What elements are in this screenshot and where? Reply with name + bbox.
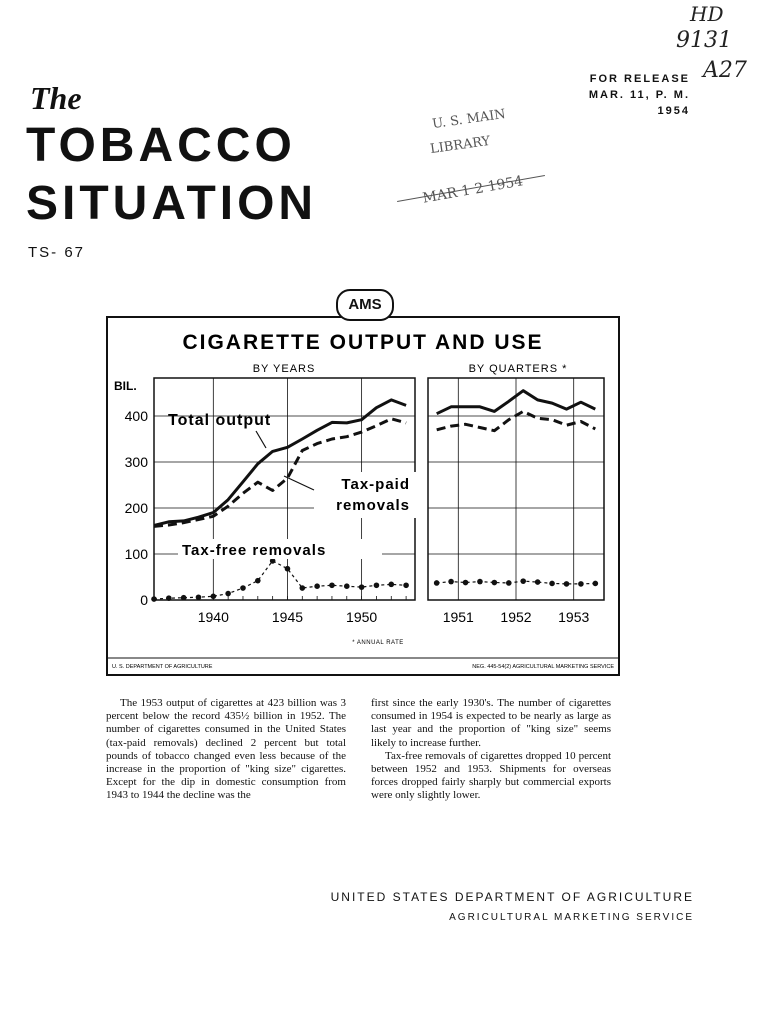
x-tick-label-years: 1950 <box>346 609 378 625</box>
point-tax-free-quarters <box>549 581 555 587</box>
point-tax-free-quarters <box>477 579 483 585</box>
point-tax-free-years <box>151 596 157 602</box>
point-tax-free-years <box>166 595 172 601</box>
chart <box>108 318 618 674</box>
handwritten-call-number-line2: 9131 <box>676 28 732 53</box>
chart-title: CIGARETTE OUTPUT AND USE <box>182 331 544 354</box>
panel-label-quarters: BY QUARTERS * <box>468 363 568 375</box>
chart-frame <box>106 316 620 676</box>
point-tax-free-years <box>374 582 380 588</box>
body-column-2 <box>371 697 611 803</box>
point-tax-free-quarters <box>520 578 526 584</box>
y-tick-label: 100 <box>124 546 148 562</box>
panel-label-years: BY YEARS <box>252 363 316 375</box>
chart-source-right: NEG. 445-54(2) AGRICULTURAL MARKETING SERVICE <box>472 664 614 670</box>
chart-source-left: U. S. DEPARTMENT OF AGRICULTURE <box>112 664 213 670</box>
point-tax-free-years <box>314 583 320 589</box>
point-tax-free-years <box>359 584 365 590</box>
y-tick-label: 0 <box>140 592 148 608</box>
annotation-arrow-total <box>256 431 266 448</box>
release-year: 1954 <box>657 105 690 117</box>
point-tax-free-quarters <box>578 581 584 587</box>
point-tax-free-years <box>285 566 291 572</box>
body-col2-paragraph-2: Tax-free removals of cigarettes dropped 10 percent between 1952 and 1953. Shipments for overseas forces dropped fairly sharply but commercial exports were only slightly lower. <box>371 749 611 802</box>
point-tax-free-years <box>181 595 187 601</box>
point-tax-free-years <box>329 582 335 588</box>
point-tax-free-quarters <box>434 580 440 586</box>
title-situation: SITUATION <box>26 177 318 230</box>
annotation-tax-paid-line2: removals <box>336 497 410 514</box>
library-stamp-line1: U. S. MAIN <box>431 106 507 133</box>
y-tick-label: 300 <box>124 454 148 470</box>
point-tax-free-years <box>388 582 394 588</box>
point-tax-free-years <box>225 591 231 597</box>
footer-department: UNITED STATES DEPARTMENT OF AGRICULTURE <box>330 890 694 904</box>
series-tax-free-removals-years <box>154 561 406 599</box>
point-tax-free-quarters <box>492 580 498 586</box>
footer-service: AGRICULTURAL MARKETING SERVICE <box>449 912 694 923</box>
chart-footnote: * ANNUAL RATE <box>352 640 404 646</box>
point-tax-free-quarters <box>564 581 570 587</box>
release-date: MAR. 11, P. M. <box>588 89 690 101</box>
annotation-arrow-taxpaid <box>284 476 314 490</box>
annotation-tax-paid-line1: Tax-paid <box>341 476 410 493</box>
y-axis-label: BIL. <box>114 379 137 393</box>
point-tax-free-quarters <box>535 579 541 585</box>
release-label: FOR RELEASE <box>589 73 690 85</box>
library-stamp-date: MAR 1 2 1954 <box>421 173 525 207</box>
handwritten-call-number-line1: HD <box>690 2 724 26</box>
x-tick-label-quarters: 1953 <box>558 609 590 625</box>
point-tax-free-years <box>240 585 246 591</box>
body-column-1 <box>106 697 346 803</box>
x-tick-label-quarters: 1951 <box>442 609 474 625</box>
x-tick-label-years: 1945 <box>271 609 304 625</box>
point-tax-free-years <box>299 585 305 591</box>
title-tobacco: TOBACCO <box>26 119 296 172</box>
point-tax-free-quarters <box>463 580 469 586</box>
body-col1-paragraph: The 1953 output of cigarettes at 423 billion was 3 percent below the record 435½ billion in 1952. The number of cigarettes consumed in the United States (tax-paid removals) declined 2 percent but total pounds of tobacco changed even less because of the increase in the proportion of "king size" cigarettes. Except for the dip in domestic consumption from 1943 to 1944 the decline was the <box>106 697 346 802</box>
library-stamp-line2: LIBRARY <box>429 133 492 158</box>
ams-badge: AMS <box>336 289 394 321</box>
point-tax-free-quarters <box>506 580 512 586</box>
report-number: TS- 67 <box>28 244 86 261</box>
point-tax-free-quarters <box>593 581 599 587</box>
y-tick-label: 400 <box>124 408 148 424</box>
x-tick-label-years: 1940 <box>197 609 229 625</box>
point-tax-free-years <box>211 594 217 600</box>
point-tax-free-years <box>255 578 261 584</box>
body-col2-paragraph-1: first since the early 1930's. The number of cigarettes consumed in 1954 is expected to be nearly as large as last year and the proportion of "king size" seems likely to increase further. <box>371 697 611 749</box>
x-tick-label-quarters: 1952 <box>500 609 532 625</box>
handwritten-call-number-line3: A27 <box>703 58 747 83</box>
point-tax-free-years <box>344 583 350 589</box>
title-the: The <box>30 80 82 116</box>
annotation-tax-free: Tax-free removals <box>182 542 327 559</box>
point-tax-free-quarters <box>448 579 454 585</box>
point-tax-free-years <box>196 594 202 600</box>
y-tick-label: 200 <box>124 500 148 516</box>
point-tax-free-years <box>403 582 409 588</box>
annotation-total-output: Total output <box>168 412 272 429</box>
